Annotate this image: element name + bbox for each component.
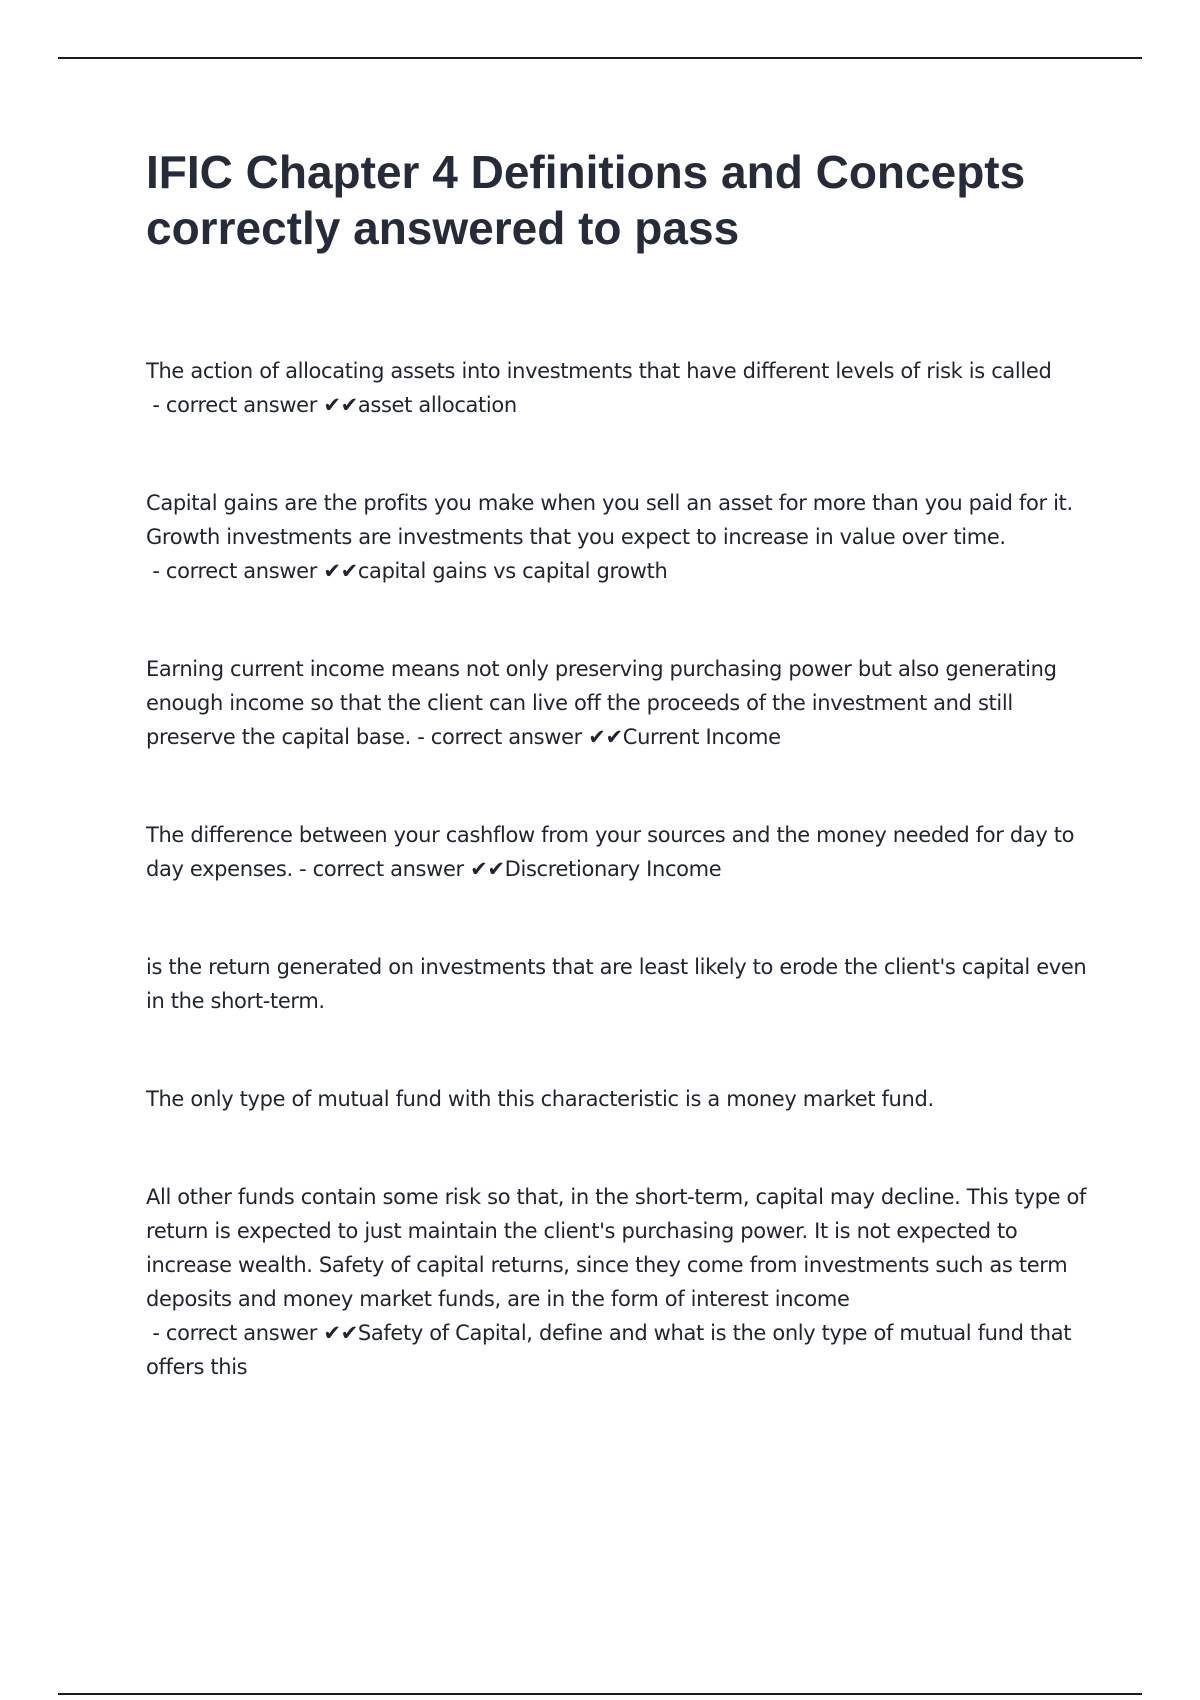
entry-question: The action of allocating assets into investments that have different levels of risk is called: [146, 359, 1052, 383]
entry-item: [146, 1180, 1091, 1384]
entry-item: [146, 486, 1091, 588]
paragraph-text: The only type of mutual fund with this characteristic is a money market fund.: [146, 1087, 934, 1111]
answer-prefix: - correct answer: [410, 725, 589, 749]
entry-answer: Discretionary Income: [504, 857, 722, 881]
double-check-icon: ✔✔: [323, 559, 358, 583]
entry-list: [146, 354, 1091, 1448]
bottom-divider: [58, 1693, 1142, 1695]
answer-prefix: - correct answer: [146, 1321, 324, 1345]
double-check-icon: ✔✔: [323, 393, 358, 417]
entry-answer: capital gains vs capital growth: [357, 559, 668, 583]
entry-question: Earning current income means not only preserving purchasing power but also generating enough income so that the client can live off the proceeds of the investment and still preserve the capital base.: [146, 657, 1057, 749]
answer-prefix: - correct answer: [146, 559, 324, 583]
entry-question: All other funds contain some risk so that, in the short-term, capital may decline. This type of return is expected to just maintain the client's purchasing power. It is not expected to increase wealth. Safety of capital returns, since they come from investments such as term deposits and money market funds, are in the form of interest income: [146, 1185, 1087, 1311]
document-title: IFIC Chapter 4 Definitions and Concepts correctly answered to pass: [146, 146, 1026, 254]
entry-answer: asset allocation: [357, 393, 517, 417]
entry-item: [146, 354, 1091, 422]
answer-prefix: - correct answer: [146, 393, 324, 417]
entry-item: [146, 818, 1091, 886]
entry-paragraph: [146, 1082, 1091, 1116]
entry-question: Capital gains are the profits you make when you sell an asset for more than you paid for it. Growth investments are investments that you expect to increase in value over time.: [146, 491, 1073, 549]
double-check-icon: ✔✔: [323, 1321, 358, 1345]
double-check-icon: ✔✔: [588, 725, 623, 749]
entry-item: [146, 652, 1091, 754]
paragraph-text: is the return generated on investments that are least likely to erode the client's capital even in the short-term.: [146, 955, 1087, 1013]
answer-prefix: - correct answer: [292, 857, 471, 881]
top-divider: [58, 57, 1142, 59]
entry-answer: Current Income: [622, 725, 781, 749]
entry-question: The difference between your cashflow from your sources and the money needed for day to day expenses.: [146, 823, 1075, 881]
double-check-icon: ✔✔: [470, 857, 505, 881]
entry-paragraph: [146, 950, 1091, 1018]
entry-answer: Safety of Capital, define and what is the only type of mutual fund that offers this: [146, 1321, 1072, 1379]
